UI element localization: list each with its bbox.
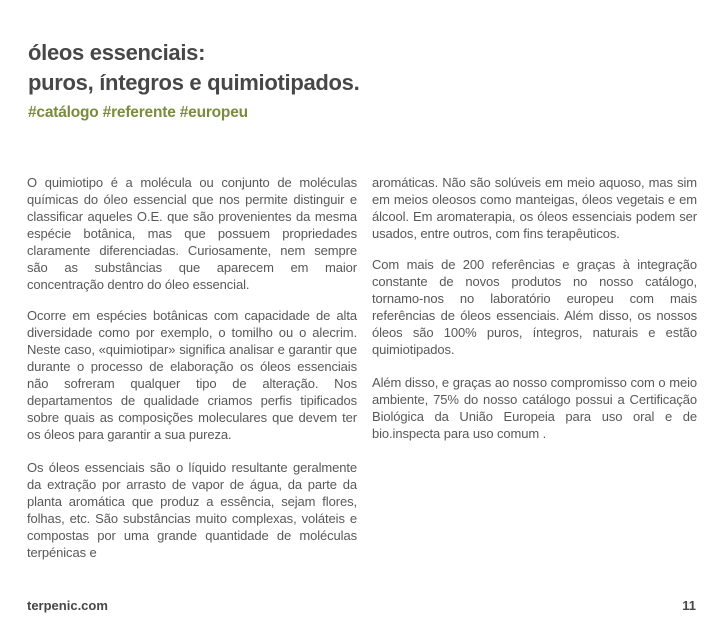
page-number: 11	[682, 598, 696, 613]
paragraph-left-3: Os óleos essenciais são o líquido resultante geralmente da extração por arrasto de vapor de água, da parte da planta aromática que produz a essência, sejam flores, folhas, etc. São substâncias muito complexas, voláteis e compostas por uma grande quantidade de moléculas terpénicas e	[27, 460, 357, 560]
paragraph-right-2: Com mais de 200 referências e graças à integração constante de novos produtos no nosso catálogo, tornamo-nos no laboratório europeu com mais referências de óleos essenciais. Além disso, os nossos óleos são 100% puros, íntegros, naturais e estão quimiotipados.	[372, 257, 697, 357]
site-url: terpenic.com	[27, 598, 108, 613]
title-line-1: óleos essenciais:	[28, 40, 206, 65]
paragraph-right-3: Além disso, e graças ao nosso compromisso com o meio ambiente, 75% do nosso catálogo possui a Certificação Biológica da União Europeia para uso oral e de bio.inspecta para uso comum .	[372, 375, 697, 441]
paragraph-left-1: O quimiotipo é a molécula ou conjunto de moléculas químicas do óleo essencial que nos permite distinguir e classificar aqueles O.E. que são provenientes da mesma espécie botânica, mas que possuem propriedades claramente diferenciadas. Curiosamente, nem sempre são as substâncias que aparecem em maior concentração dentro do óleo essencial.	[27, 175, 357, 292]
text-column-right	[372, 174, 697, 575]
page-footer	[27, 598, 696, 613]
article-body	[27, 174, 697, 575]
paragraph-left-2: Ocorre em espécies botânicas com capacidade de alta diversidade como por exemplo, o tomilho ou o alecrim. Neste caso, «quimiotipar» significa analisar e garantir que durante o processo de elaboração os óleos essenciais não sofreram qualquer tipo de alteração. Nos departamentos de qualidade criamos perfis tipificados sobre quais as composições moleculares que devem ter os óleos para garantir a sua pureza.	[27, 308, 357, 442]
page-header	[28, 38, 359, 122]
title-line-2: puros, íntegros e quimiotipados.	[28, 70, 360, 95]
page-title	[28, 38, 359, 98]
text-column-left	[27, 174, 357, 575]
paragraph-right-1: aromáticas. Não são solúveis em meio aquoso, mas sim em meios oleosos como manteigas, óleos vegetais e em álcool. Em aromaterapia, os óleos essenciais podem ser usados, entre outros, com fins terapêuticos.	[372, 175, 697, 241]
hashtag-list: #catálogo #referente #europeu	[28, 104, 248, 121]
